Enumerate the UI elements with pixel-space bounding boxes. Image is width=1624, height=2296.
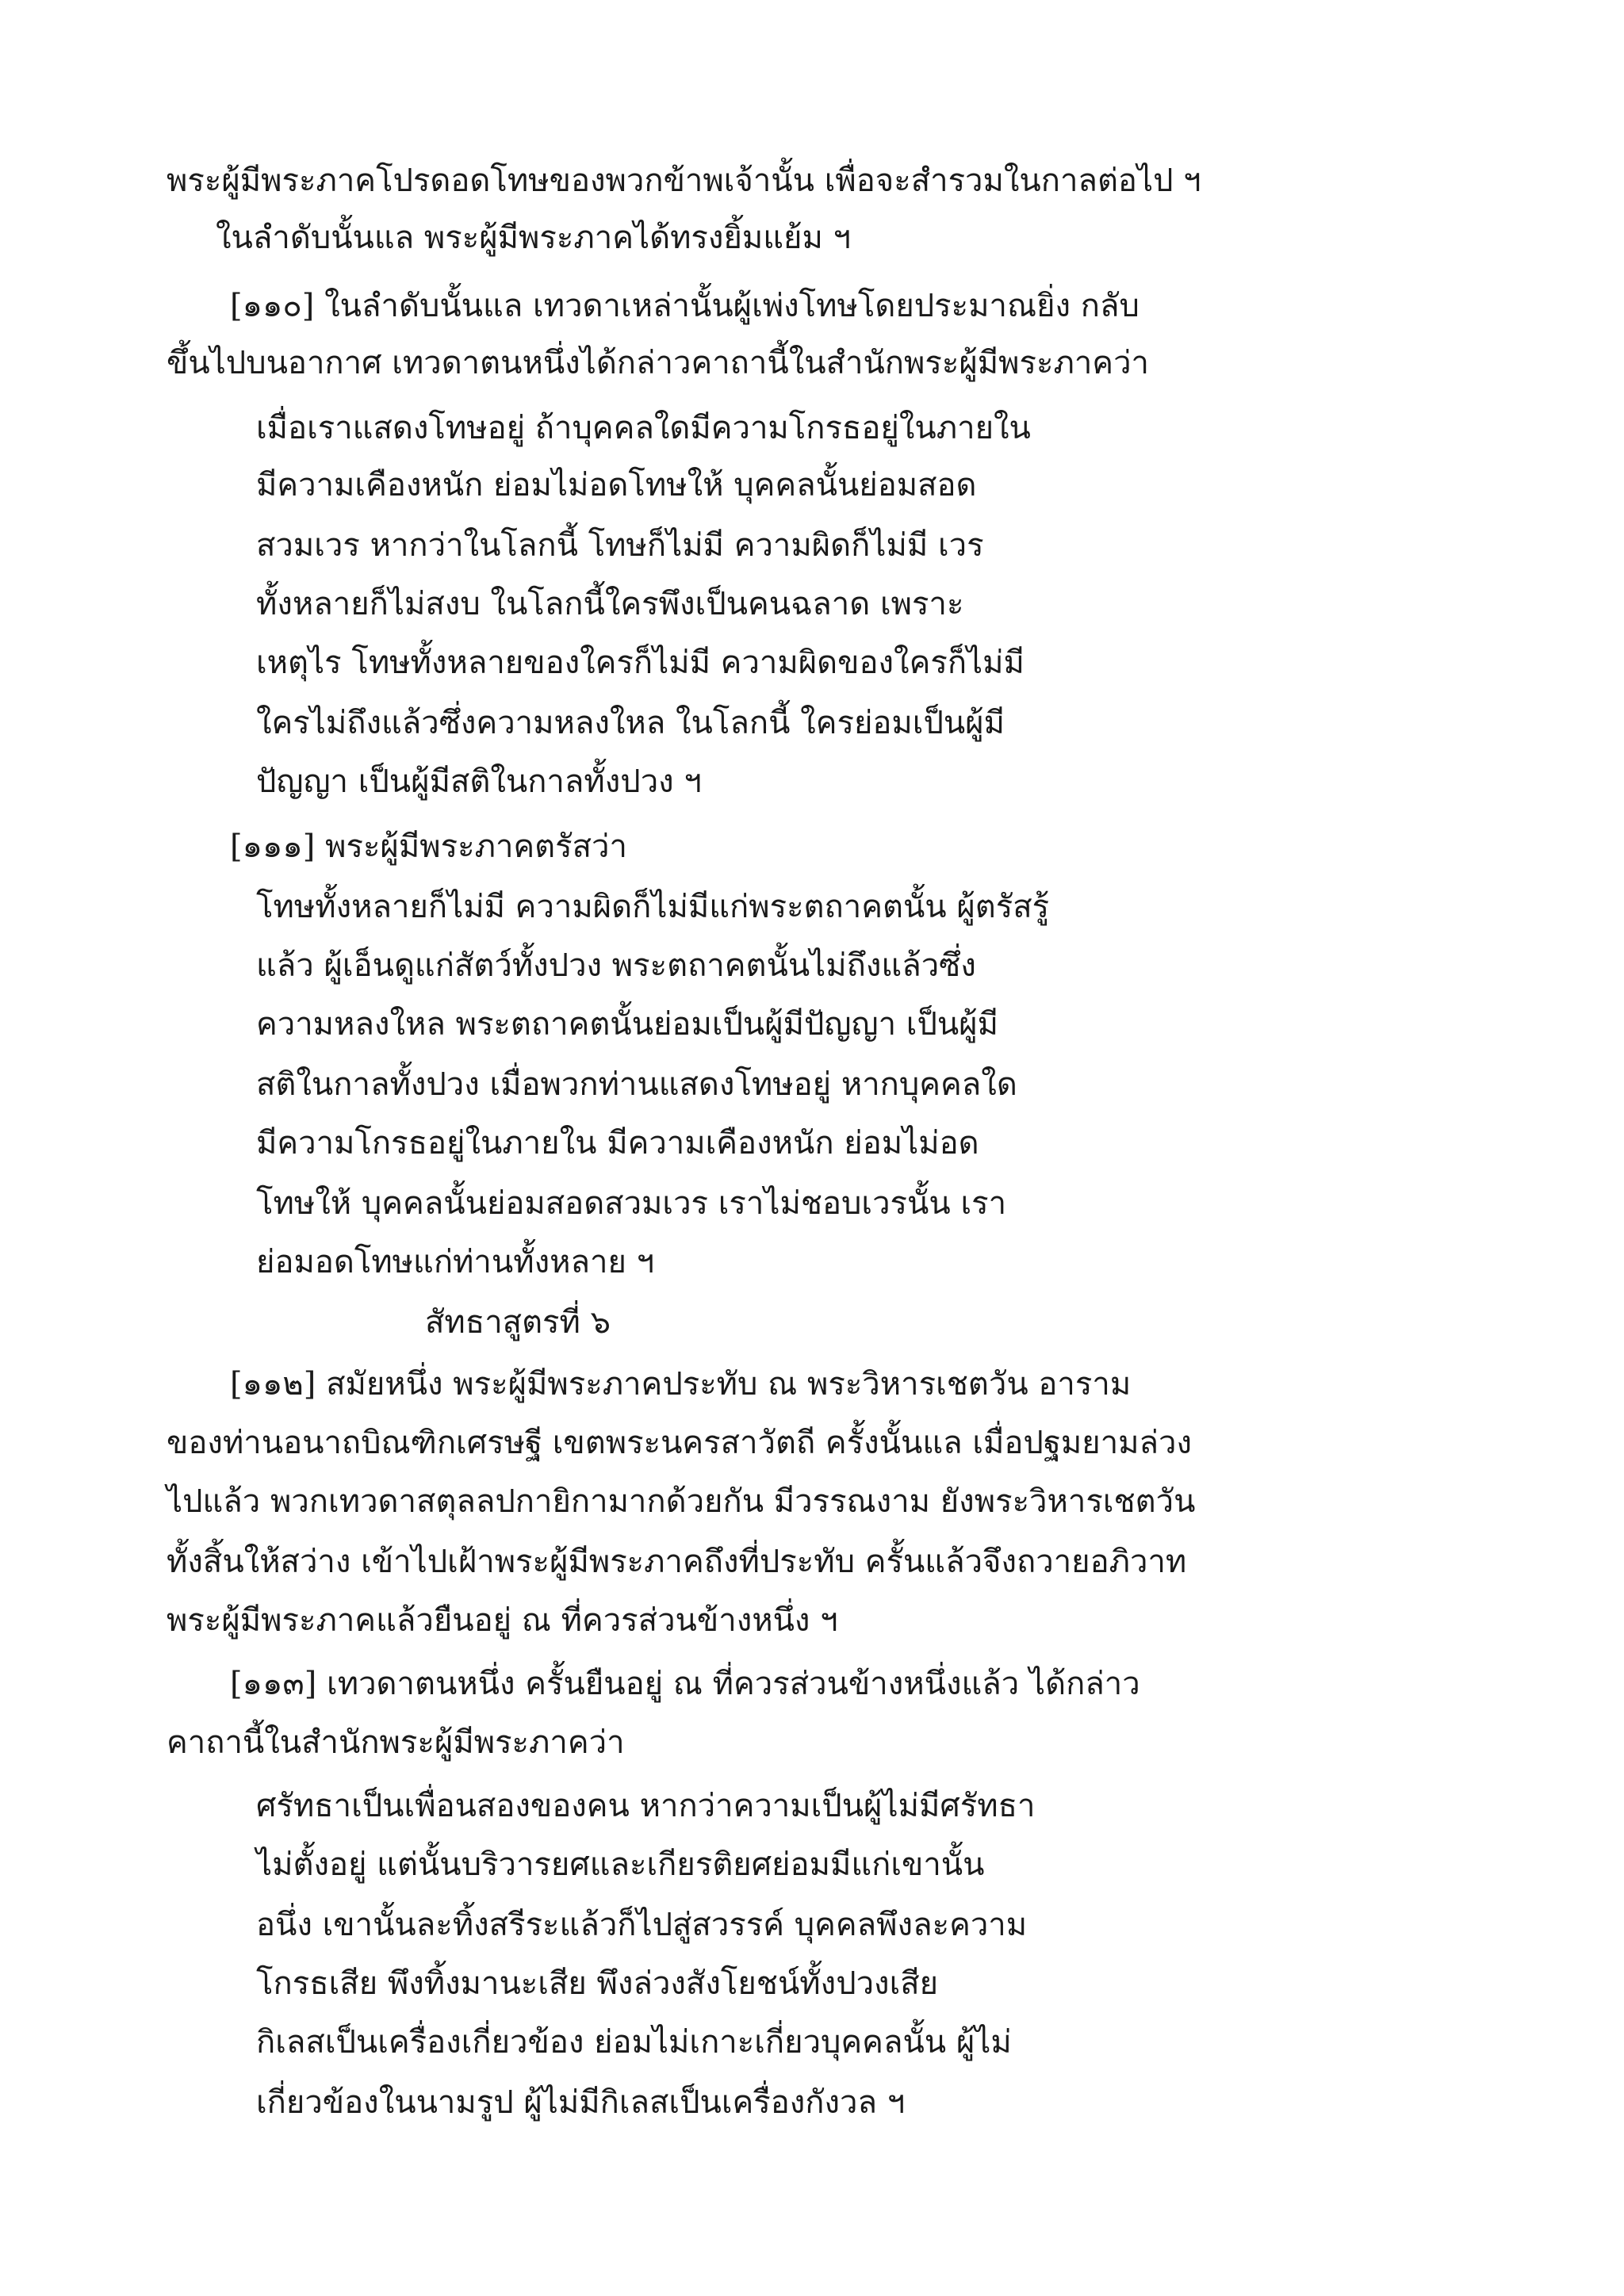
verse-line: โทษทั้งหลายก็ไม่มี ความผิดก็ไม่มีแก่พระตถาคตนั้น ผู้ตรัสรู้ [256,889,1050,925]
verse-line: แล้ว ผู้เอ็นดูแก่สัตว์ทั้งปวง พระตถาคตนั้นไม่ถึงแล้วซึ่ง [256,947,976,984]
text-line: [๑๑๑] พระผู้มีพระภาคตรัสว่า [230,828,627,865]
text-line: พระผู้มีพระภาคโปรดอดโทษของพวกข้าพเจ้านั้น เพื่อจะสำรวมในกาลต่อไป ฯ [167,163,1201,199]
verse-line: ใครไม่ถึงแล้วซึ่งความหลงใหล ในโลกนี้ ใครย่อมเป็นผู้มี [256,705,1005,741]
section-heading: สัทธาสูตรที่ ๖ [425,1304,611,1341]
verse-line: ศรัทธาเป็นเพื่อนสองของคน หากว่าความเป็นผู้ไม่มีศรัทธา [256,1788,1036,1824]
verse-line: ความหลงใหล พระตถาคตนั้นย่อมเป็นผู้มีปัญญา เป็นผู้มี [256,1006,998,1043]
verse-line: มีความโกรธอยู่ในภายใน มีความเคืองหนัก ย่อมไม่อด [256,1125,979,1161]
text-line: [๑๑๓] เทวดาตนหนึ่ง ครั้นยืนอยู่ ณ ที่ควรส่วนข้างหนึ่งแล้ว ได้กล่าว [230,1666,1140,1702]
text-line: [๑๑๐] ในลำดับนั้นแล เทวดาเหล่านั้นผู้เพ่งโทษโดยประมาณยิ่ง กลับ [230,288,1139,324]
text-line: ของท่านอนาถบิณฑิกเศรษฐี เขตพระนครสาวัตถี ครั้งนั้นแล เมื่อปฐมยามล่วง [167,1425,1193,1461]
text-line: ทั้งสิ้นให้สว่าง เข้าไปเฝ้าพระผู้มีพระภาคถึงที่ประทับ ครั้นแล้วจึงถวายอภิวาท [167,1544,1187,1580]
verse-line: เกี่ยวข้องในนามรูป ผู้ไม่มีกิเลสเป็นเครื่องกังวล ฯ [256,2084,906,2121]
verse-line: โกรธเสีย พึงทิ้งมานะเสีย พึงล่วงสังโยชน์ทั้งปวงเสีย [256,1965,939,2002]
text-line: พระผู้มีพระภาคแล้วยืนอยู่ ณ ที่ควรส่วนข้างหนึ่ง ฯ [167,1602,838,1639]
text-line: ในลำดับนั้นแล พระผู้มีพระภาคได้ทรงยิ้มแย้ม ฯ [216,220,852,256]
verse-line: สวมเวร หากว่าในโลกนี้ โทษก็ไม่มี ความผิดก็ไม่มี เวร [256,527,984,564]
verse-line: โทษให้ บุคคลนั้นย่อมสอดสวมเวร เราไม่ชอบเวรนั้น เรา [256,1185,1007,1222]
text-line: ขึ้นไปบนอากาศ เทวดาตนหนึ่งได้กล่าวคาถานี้ในสำนักพระผู้มีพระภาคว่า [167,345,1149,381]
verse-line: มีความเคืองหนัก ย่อมไม่อดโทษให้ บุคคลนั้นย่อมสอด [256,467,977,503]
verse-line: สติในกาลทั้งปวง เมื่อพวกท่านแสดงโทษอยู่ หากบุคคลใด [256,1066,1017,1103]
verse-line: กิเลสเป็นเครื่องเกี่ยวข้อง ย่อมไม่เกาะเกี่ยวบุคคลนั้น ผู้ไม่ [256,2024,1012,2061]
verse-line: ปัญญา เป็นผู้มีสติในกาลทั้งปวง ฯ [256,763,702,800]
verse-line: อนึ่ง เขานั้นละทิ้งสรีระแล้วก็ไปสู่สวรรค์ บุคคลพึงละความ [256,1907,1028,1943]
text-line: ไปแล้ว พวกเทวดาสตุลลปกายิกามากด้วยกัน มีวรรณงาม ยังพระวิหารเชตวัน [167,1483,1196,1520]
verse-line: ทั้งหลายก็ไม่สงบ ในโลกนี้ใครพึงเป็นคนฉลาด เพราะ [256,586,964,622]
verse-line: เหตุไร โทษทั้งหลายของใครก็ไม่มี ความผิดของใครก็ไม่มี [256,645,1025,681]
text-line: [๑๑๒] สมัยหนึ่ง พระผู้มีพระภาคประทับ ณ พระวิหารเชตวัน อาราม [230,1366,1132,1402]
verse-line: เมื่อเราแสดงโทษอยู่ ถ้าบุคคลใดมีความโกรธอยู่ในภายใน [256,410,1031,446]
verse-line: ไม่ตั้งอยู่ แต่นั้นบริวารยศและเกียรติยศย่อมมีแก่เขานั้น [256,1846,985,1883]
verse-line: ย่อมอดโทษแก่ท่านทั้งหลาย ฯ [256,1244,655,1280]
text-line: คาถานี้ในสำนักพระผู้มีพระภาคว่า [167,1724,625,1761]
